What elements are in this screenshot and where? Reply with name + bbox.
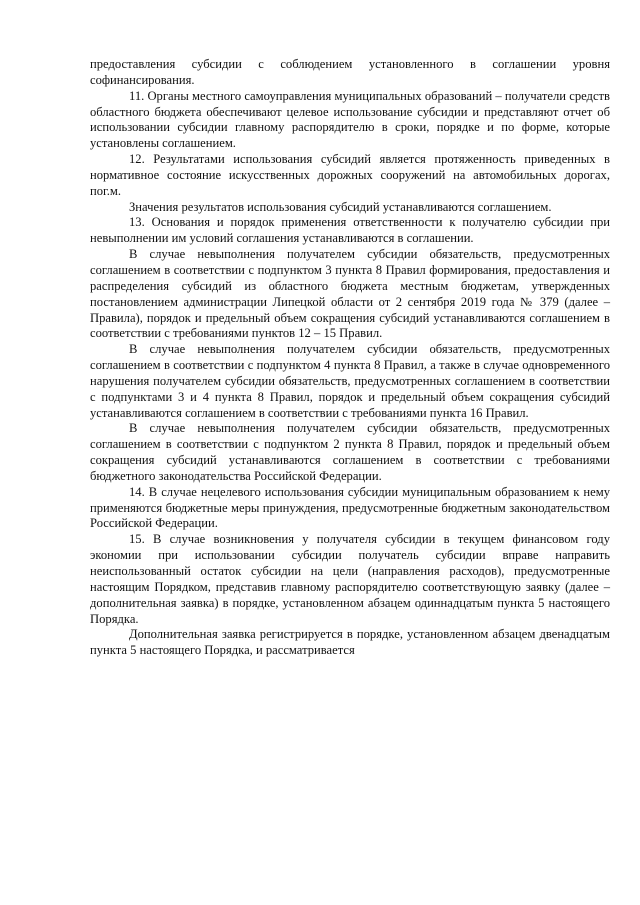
paragraph-results-values: Значения результатов использования субсидий устанавливаются соглашением. bbox=[129, 199, 552, 214]
paragraph-13: 13. Основания и порядок применения ответственности к получателю субсидии при невыполнении им условий соглашения устанавливаются в соглашении. bbox=[90, 215, 610, 246]
paragraph-14: 14. В случае нецелевого использования субсидии муниципальным образованием к нему применяются бюджетные меры принуждения, предусмотренные бюджетным законодательством Российской Федерации. bbox=[90, 484, 610, 531]
paragraph-11: 11. Органы местного самоуправления муниципальных образований – получатели средств областного бюджета обеспечивают целевое использование субсидии и представляют отчет об использовании субсидии главному распорядителю в сроки, порядке и по форме, которые установлены соглашением. bbox=[90, 88, 610, 151]
paragraph-1: предоставления субсидии с соблюдением установленного в соглашении уровня софинансирования. bbox=[90, 57, 610, 87]
paragraph-non-fulfillment-sub3: В случае невыполнения получателем субсидии обязательств, предусмотренных соглашением в соответствии с подпунктом 3 пункта 8 Правил формирования, предоставления и распределения субсидий из областного бюджета местным бюджетам, утвержденных постановлением администрации Липецкой области от 2 сентября 2019 года № 379 (далее – Правила), порядок и предельный объем сокращения субсидий устанавливаются соглашением в соответствии с требованиями пунктов 12 – 15 Правил. bbox=[90, 247, 610, 341]
paragraph-non-fulfillment-sub2: В случае невыполнения получателем субсидии обязательств, предусмотренных соглашением в соответствии с подпунктом 2 пункта 8 Правил, порядок и предельный объем сокращения субсидий устанавливаются соглашением в соответствии с требованиями бюджетного законодательства Российской Федерации. bbox=[90, 421, 610, 483]
paragraph-non-fulfillment-sub4: В случае невыполнения получателем субсидии обязательств, предусмотренных соглашением в соответствии с подпунктом 4 пункта 8 Правил, а также в случае одновременного нарушения получателем субсидии обязательств, предусмотренных соглашением в соответствии с подпунктами 3 и 4 пункта 8 Правил, порядок и предельный объем сокращения субсидий устанавливаются соглашением в соответствии с требованиями пункта 16 Правил. bbox=[90, 342, 610, 420]
paragraph-additional-application: Дополнительная заявка регистрируется в порядке, установленном абзацем двенадцатым пункта 5 настоящего Порядка, и рассматривается bbox=[90, 627, 610, 658]
document-page bbox=[90, 57, 610, 659]
paragraph-15: 15. В случае возникновения у получателя субсидии в текущем финансовом году экономии при использовании субсидии получатель субсидии вправе направить неиспользованный остаток субсидии на цели (направления расходов), предусмотренные настоящим Порядком, представив главному распорядителю соответствующую заявку (далее – дополнительная заявка) в порядке, установленном абзацем одиннадцатым пункта 5 настоящего Порядка. bbox=[90, 532, 610, 626]
paragraph-12: 12. Результатами использования субсидий является протяженность приведенных в нормативное состояние искусственных дорожных сооружений на автомобильных дорогах, пог.м. bbox=[90, 152, 610, 198]
